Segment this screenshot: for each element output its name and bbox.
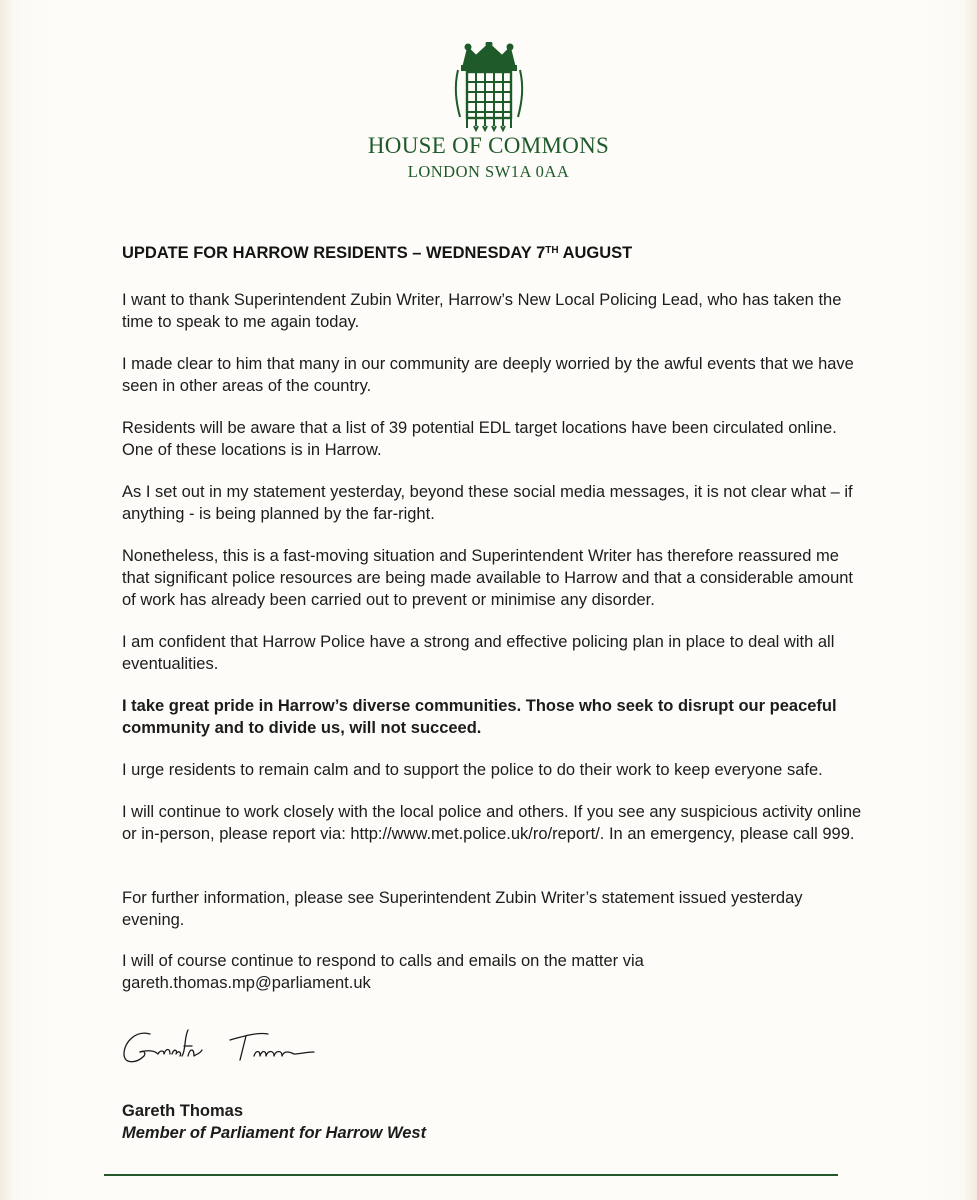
paragraph-thanks: I want to thank Superintendent Zubin Writer, Harrow’s New Local Policing Lead, who has taken the time to speak to me again today. — [122, 291, 842, 331]
paragraph-statement: As I set out in my statement yesterday, beyond these social media messages, it is not clear what – if anything - is being planned by the far-right. — [122, 483, 853, 523]
portcullis-icon — [454, 42, 524, 132]
paragraph-report: I will continue to work closely with the local police and others. If you see any suspicious activity online or in-person, please report via: http://www.met.police.uk/ro/report/. In an emergency, please call 999. — [122, 803, 862, 843]
signer-title: Member of Parliament for Harrow West — [122, 1124, 427, 1142]
signer-name: Gareth Thomas — [122, 1102, 244, 1120]
paragraph-confidence: I am confident that Harrow Police have a strong and effective policing plan in place to deal with all eventualities. — [122, 633, 835, 673]
paragraph-further-info: For further information, please see Superintendent Zubin Writer’s statement issued yesterday evening. — [122, 889, 803, 929]
paragraph-calm: I urge residents to remain calm and to support the police to do their work to keep everyone safe. — [122, 761, 823, 779]
house-address: LONDON SW1A 0AA — [407, 162, 570, 181]
paragraph-contact: I will of course continue to respond to calls and emails on the matter via gareth.thomas.mp@parliament.uk — [122, 952, 644, 992]
paragraph-resources: Nonetheless, this is a fast-moving situation and Superintendent Writer has therefore reassured me that significant police resources are being made available to Harrow and that a considerable amount of work has already been carried out to prevent or minimise any disorder. — [122, 547, 854, 609]
paragraph-target-list: Residents will be aware that a list of 39 potential EDL target locations have been circulated online. One of these locations is in Harrow. — [122, 419, 837, 459]
house-name: HOUSE OF COMMONS — [367, 133, 610, 158]
footer-divider — [104, 1174, 838, 1176]
paragraph-pride: I take great pride in Harrow’s diverse communities. Those who seek to disrupt our peaceful community and to divide us, will not succeed. — [122, 697, 837, 737]
handwritten-signature — [118, 1020, 338, 1075]
letter-heading: UPDATE FOR HARROW RESIDENTS – WEDNESDAY 7TH AUGUST — [122, 244, 633, 262]
paragraph-concerns: I made clear to him that many in our community are deeply worried by the awful events that we have seen in other areas of the country. — [122, 355, 854, 395]
